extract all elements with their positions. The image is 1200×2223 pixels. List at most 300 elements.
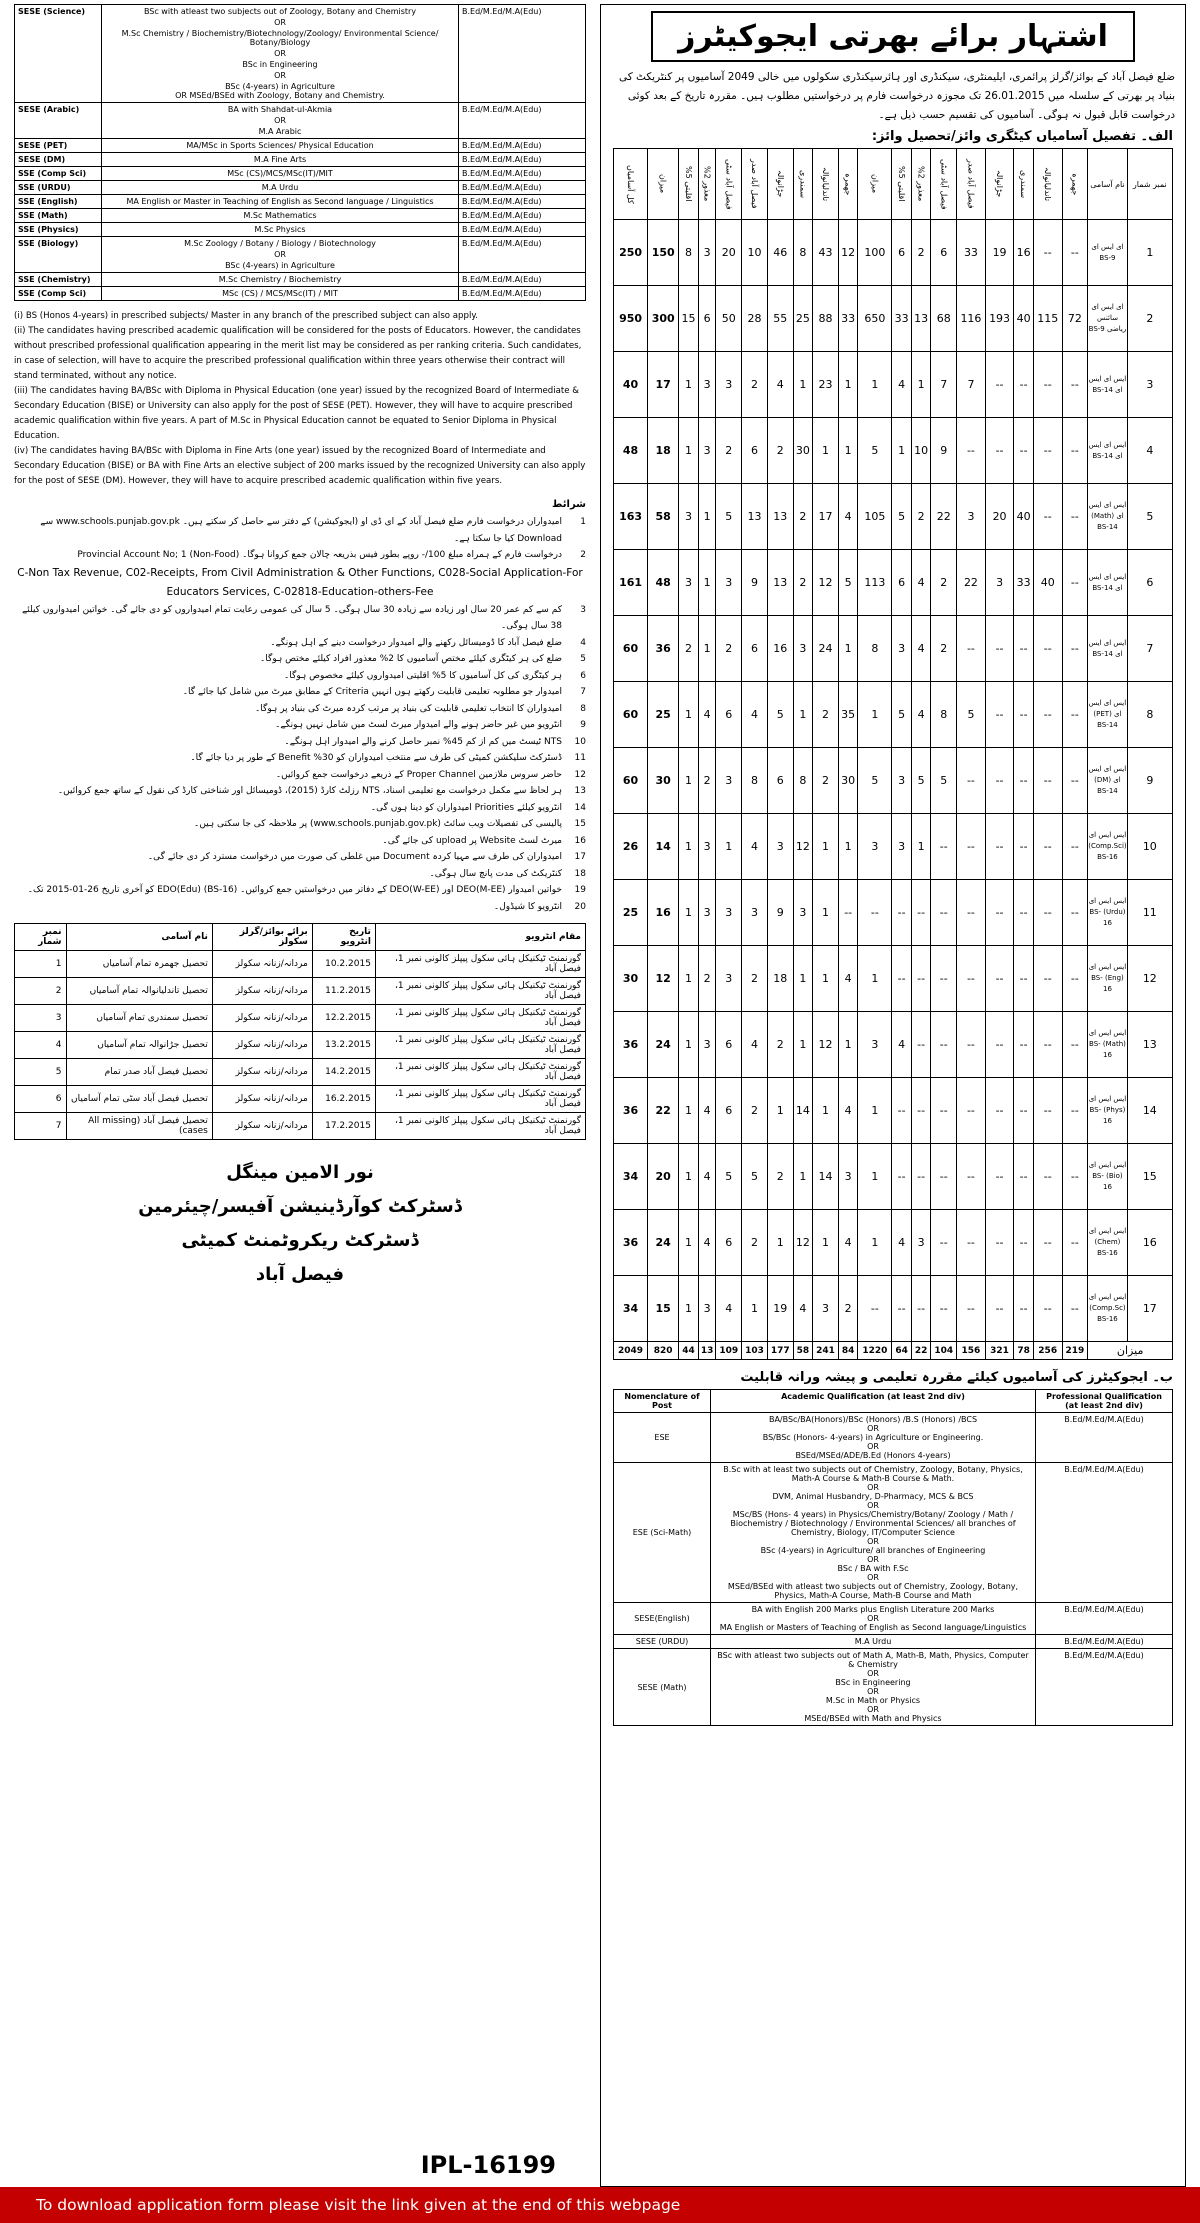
vacancy-cell: 12 <box>648 946 679 1012</box>
condition-number: 20 <box>574 901 586 912</box>
vacancy-cell: 3 <box>698 880 716 946</box>
vacancy-cell: -- <box>985 1078 1014 1144</box>
vacancy-cell: 40 <box>1014 484 1034 550</box>
condition-text: کم سے کم عمر 20 سال اور زیادہ سے زیادہ 30 سال ہوگی۔ 5 سال کی عمومی رعایت تمام امیدواروں کو دی جائے گی۔ خواتین امیدواروں کیلئے 38 سال ہوگی۔ <box>21 604 562 631</box>
schedule-cell: گورنمنٹ ٹیکنیکل ہائی سکول پیپلز کالونی نمبر 1، فیصل آباد <box>375 1113 585 1140</box>
vacancy-total-cell: 22 <box>911 1342 931 1360</box>
schedule-row <box>15 1032 586 1059</box>
vacancy-cell: 1 <box>793 1012 813 1078</box>
vacancy-cell: 2 <box>742 946 768 1012</box>
vacancy-total-cell: 58 <box>793 1342 813 1360</box>
condition-text: انٹرویو میں غیر حاضر ہونے والے امیدوار میرٹ لسٹ میں شامل نہیں ہونگے۔ <box>275 720 562 730</box>
qualification-line: MA/MSc in Sports Sciences/ Physical Education <box>186 141 374 150</box>
vacancy-cell: -- <box>1062 946 1088 1012</box>
vacancy-cell: -- <box>1062 550 1088 616</box>
requirement-academic <box>711 1463 1036 1603</box>
vacancy-cell: 40 <box>1014 286 1034 352</box>
vacancy-cell: 5 <box>858 418 892 484</box>
condition-number: 1 <box>580 517 586 527</box>
vacancy-cell: 17 <box>813 484 839 550</box>
vacancy-cell: -- <box>911 1276 931 1342</box>
download-footer-banner[interactable]: To download application form please visit the link given at the end of this webpage <box>0 2187 1200 2223</box>
vacancy-cell: 20 <box>716 220 742 286</box>
vacancy-cell: 36 <box>614 1012 648 1078</box>
requirement-line: MSc/BS (Hons- 4 years) in Physics/Chemistry/Botany/ Zoology / Math / Biochemistry / Biotechnology / Environmental Sciences/ all branches of Chemistry, Biology, IT/Computer Science <box>730 1510 1016 1537</box>
vacancy-header: معذور 2% <box>911 149 931 220</box>
vacancy-cell: -- <box>985 616 1014 682</box>
vacancy-cell: -- <box>957 1276 986 1342</box>
vacancy-post-name: ایس ایس ای (Comp.Sci) BS-16 <box>1088 814 1127 880</box>
vacancy-post-name: ایس ایس ای (Urdu) BS-16 <box>1088 880 1127 946</box>
vacancy-cell: 3 <box>698 814 716 880</box>
requirement-line: MA English or Masters of Teaching of English as Second language/Linguistics <box>719 1623 1027 1632</box>
vacancy-cell: 7 <box>957 352 986 418</box>
note-item: (ii) The candidates having prescribed academic qualification will be considered for the posts of Educators. However, the candidates without prescribed professional qualification appearing in the merit list may be considered as per ranking criteria. Such candidates, in case of selection, will have to acquire the prescribed professional qualification within three years otherwise their contract will stand terminated, without any notice. <box>14 326 582 381</box>
professional-qualification: B.Ed/M.Ed/M.A(Edu) <box>459 287 586 301</box>
schedule-cell: گورنمنٹ ٹیکنیکل ہائی سکول پیپلز کالونی نمبر 1، فیصل آباد <box>375 1032 585 1059</box>
professional-qualification: B.Ed/M.Ed/M.A(Edu) <box>459 103 586 139</box>
vacancy-post-name: ایس ای ایس ای BS-14 <box>1088 352 1127 418</box>
condition-number: 9 <box>580 720 586 730</box>
vacancy-cell: 25 <box>793 286 813 352</box>
vacancy-cell: 1 <box>838 352 858 418</box>
condition-number: 13 <box>574 786 586 796</box>
qualification-line: OR <box>274 71 286 80</box>
vacancy-header: فیصل آباد صدر <box>957 149 986 220</box>
vacancy-cell: 2 <box>742 352 768 418</box>
vacancy-cell: 6 <box>716 682 742 748</box>
schedule-cell: مردانہ/زنانہ سکولز <box>212 1005 312 1032</box>
vacancy-cell: -- <box>1062 880 1088 946</box>
vacancy-cell: -- <box>1033 1144 1062 1210</box>
post-name: SESE (Science) <box>15 5 102 103</box>
vacancy-cell: -- <box>957 1144 986 1210</box>
condition-item <box>14 602 586 635</box>
condition-text: NTS ٹیسٹ میں کم از کم 45% نمبر حاصل کرنے والے امیدوار اہل ہونگے۔ <box>284 736 562 747</box>
vacancy-cell: 1 <box>838 1012 858 1078</box>
vacancy-cell: 6 <box>742 418 768 484</box>
requirement-line: BA with English 200 Marks plus English Literature 200 Marks <box>751 1605 995 1614</box>
vacancy-cell: 6 <box>716 1012 742 1078</box>
schedule-cell: تحصیل فیصل آباد (All missing cases) <box>66 1113 212 1140</box>
city-name: فیصل آباد <box>255 1264 345 1285</box>
vacancy-cell: 5 <box>911 748 931 814</box>
vacancy-cell: 2 <box>931 550 957 616</box>
vacancy-cell: -- <box>1033 1078 1062 1144</box>
ad-intro: ضلع فیصل آباد کے بوائز/گرلز پرائمری، ایلیمنٹری، سیکنڈری اور ہائرسیکنڈری سکولوں میں خالی 2049 آسامیوں پر کنٹریکٹ کی بنیاد پر بھرتی کے سلسلہ میں 26.01.2015 تک مجوزہ درخواست فارم پر درخواستیں مطلوب ہیں۔ مقررہ تاریخ کے بعد کوئی درخواست قابل قبول نہ ہوگی۔ آسامیوں کی تقسیم حسب ذیل ہے۔ <box>618 71 1175 121</box>
vacancy-cell: -- <box>1014 352 1034 418</box>
vacancy-cell: 1 <box>838 814 858 880</box>
vacancy-cell: 2 <box>911 220 931 286</box>
vacancy-cell: -- <box>985 1144 1014 1210</box>
qualification-line: M.A Fine Arts <box>253 155 307 164</box>
vacancy-cell: 12 <box>813 550 839 616</box>
vacancy-cell: 1 <box>793 946 813 1012</box>
vacancy-cell: 8 <box>679 220 699 286</box>
vacancy-row-number: 8 <box>1127 682 1172 748</box>
vacancy-cell: -- <box>931 1144 957 1210</box>
vacancy-cell: 4 <box>892 1012 912 1078</box>
vacancy-total-cell: 241 <box>813 1342 839 1360</box>
vacancy-cell: 13 <box>911 286 931 352</box>
vacancy-cell: 2 <box>767 1144 793 1210</box>
vacancy-cell: 8 <box>742 748 768 814</box>
vacancy-cell: 13 <box>767 484 793 550</box>
requirement-line: M.A Urdu <box>854 1637 892 1646</box>
vacancy-post-name: ایس ای ایس ای BS-14 <box>1088 616 1127 682</box>
schedule-cell: 7 <box>15 1113 67 1140</box>
vacancy-cell: 16 <box>648 880 679 946</box>
requirement-line: MSEd/BSEd with Math and Physics <box>804 1714 942 1723</box>
vacancy-row <box>614 550 1173 616</box>
vacancy-cell: 1 <box>813 1078 839 1144</box>
professional-qualification: B.Ed/M.Ed/M.A(Edu) <box>459 139 586 153</box>
vacancy-cell: 150 <box>648 220 679 286</box>
vacancy-row-number: 13 <box>1127 1012 1172 1078</box>
interview-schedule-table <box>14 923 586 1140</box>
vacancy-post-name: ای ایس ای سائنس ریاضی BS-9 <box>1088 286 1127 352</box>
requirement-line: BSEd/MSEd/ADE/B.Ed (Honors 4-years) <box>795 1451 951 1460</box>
vacancy-post-name: ایس ایس ای (Chem) BS-16 <box>1088 1210 1127 1276</box>
academic-qualification <box>102 181 459 195</box>
vacancy-cell: 6 <box>892 220 912 286</box>
qualification-row <box>15 273 586 287</box>
vacancy-cell: 6 <box>767 748 793 814</box>
vacancy-row-number: 11 <box>1127 880 1172 946</box>
condition-number: 2 <box>580 550 586 560</box>
vacancy-cell: 16 <box>767 616 793 682</box>
vacancy-post-name: ای ایس ای BS-9 <box>1088 220 1127 286</box>
vacancy-cell: 18 <box>767 946 793 1012</box>
condition-text: انٹرویو کا شیڈول۔ <box>493 901 562 912</box>
vacancy-cell: 100 <box>858 220 892 286</box>
vacancy-cell: -- <box>1062 682 1088 748</box>
vacancy-cell: 3 <box>716 946 742 1012</box>
condition-item <box>14 547 586 564</box>
vacancy-cell: 1 <box>679 748 699 814</box>
vacancy-cell: -- <box>1062 814 1088 880</box>
schedule-header: برائے بوائز/گرلز سکولز <box>212 924 312 951</box>
vacancy-cell: 4 <box>698 1078 716 1144</box>
vacancy-cell: -- <box>892 1078 912 1144</box>
vacancy-cell: 3 <box>716 352 742 418</box>
qualification-line: BA with Shahdat-ul-Akmia <box>227 105 333 114</box>
condition-number: 16 <box>574 835 586 846</box>
condition-item <box>14 767 586 784</box>
requirement-line: BSc (4-years) in Agriculture/ all branches of Engineering <box>760 1546 986 1555</box>
vacancy-cell: 3 <box>716 550 742 616</box>
vacancy-cell: 3 <box>793 616 813 682</box>
academic-qualification <box>102 223 459 237</box>
note-item: (iii) The candidates having BA/BSc with Diploma in Physical Education (one year) issued by the recognized Board of Intermediate & Secondary Education (BISE) or University can also apply for the post of SESE (PET). However, they will have to acquire prescribed academic qualification within five years. A part of M.Sc in Physical Education cannot be equated to Senior Diploma in Physical Education. <box>14 386 580 441</box>
vacancy-cell: 4 <box>892 352 912 418</box>
signature-block <box>14 1156 586 1292</box>
vacancy-row-number: 16 <box>1127 1210 1172 1276</box>
vacancy-cell: 5 <box>957 682 986 748</box>
vacancy-cell: 2 <box>716 616 742 682</box>
vacancy-cell: 3 <box>858 814 892 880</box>
vacancy-cell: -- <box>1014 1078 1034 1144</box>
condition-item <box>14 833 586 850</box>
vacancy-cell: 12 <box>793 814 813 880</box>
schedule-cell: 3 <box>15 1005 67 1032</box>
schedule-header: تاریخ انٹرویو <box>312 924 375 951</box>
qualification-row <box>15 209 586 223</box>
schedule-cell: تحصیل سمندری تمام آسامیاں <box>66 1005 212 1032</box>
vacancy-cell: -- <box>1062 352 1088 418</box>
vacancy-row-number: 3 <box>1127 352 1172 418</box>
condition-number: 8 <box>580 703 586 714</box>
requirement-row <box>614 1635 1173 1649</box>
condition-text: ہر کیٹگری کی کل آسامیوں کا 5% اقلیتی امیدواروں کیلئے مخصوص ہوگا۔ <box>284 670 562 681</box>
vacancy-cell: 3 <box>892 616 912 682</box>
vacancy-total-cell: 109 <box>716 1342 742 1360</box>
vacancy-header: کل آسامیاں <box>614 149 648 220</box>
vacancy-cell: -- <box>1014 1012 1034 1078</box>
vacancy-cell: -- <box>985 352 1014 418</box>
vacancy-header: جھمرہ <box>838 149 858 220</box>
condition-text: میرٹ لسٹ Website پر upload کی جائے گی۔ <box>382 835 562 846</box>
vacancy-cell: -- <box>957 748 986 814</box>
vacancy-cell: 19 <box>985 220 1014 286</box>
vacancy-cell: -- <box>1014 814 1034 880</box>
vacancy-cell: 14 <box>648 814 679 880</box>
vacancy-cell: 22 <box>648 1078 679 1144</box>
vacancy-cell: 3 <box>679 550 699 616</box>
post-name: SESE (Arabic) <box>15 103 102 139</box>
vacancy-cell: 1 <box>813 1210 839 1276</box>
vacancy-cell: 25 <box>648 682 679 748</box>
vacancy-cell: 5 <box>767 682 793 748</box>
vacancy-row-number: 9 <box>1127 748 1172 814</box>
condition-item <box>14 816 586 833</box>
vacancy-cell: 2 <box>911 484 931 550</box>
vacancy-total-cell: 219 <box>1062 1342 1088 1360</box>
vacancy-cell: -- <box>1014 682 1034 748</box>
vacancy-cell: 7 <box>931 352 957 418</box>
vacancy-cell: 5 <box>838 550 858 616</box>
requirement-row <box>614 1649 1173 1726</box>
qualification-line: M.A Urdu <box>261 183 299 192</box>
vacancy-cell: -- <box>911 1144 931 1210</box>
vacancy-cell: 1 <box>679 682 699 748</box>
schedule-cell: 17.2.2015 <box>312 1113 375 1140</box>
vacancy-cell: -- <box>931 1210 957 1276</box>
vacancy-cell: -- <box>957 1012 986 1078</box>
condition-item <box>14 899 586 916</box>
vacancy-cell: 3 <box>838 1144 858 1210</box>
vacancy-cell: 2 <box>742 1210 768 1276</box>
vacancy-cell: 1 <box>838 616 858 682</box>
vacancy-cell: 2 <box>793 550 813 616</box>
vacancy-header: سمندری <box>793 149 813 220</box>
vacancy-cell: -- <box>1033 880 1062 946</box>
condition-item <box>14 701 586 718</box>
vacancy-row-number: 4 <box>1127 418 1172 484</box>
vacancy-cell: -- <box>1062 748 1088 814</box>
vacancy-row <box>614 682 1173 748</box>
vacancy-cell: 3 <box>698 1276 716 1342</box>
vacancy-cell: 4 <box>892 1210 912 1276</box>
vacancy-cell: 161 <box>614 550 648 616</box>
vacancy-cell: 3 <box>892 748 912 814</box>
vacancy-header: جھمرہ <box>1062 149 1088 220</box>
vacancy-cell: 6 <box>716 1210 742 1276</box>
vacancy-cell: -- <box>985 880 1014 946</box>
post-name: SSE (Biology) <box>15 237 102 273</box>
vacancy-cell: -- <box>1014 880 1034 946</box>
vacancy-cell: -- <box>1033 1012 1062 1078</box>
requirement-line: OR <box>867 1555 879 1564</box>
vacancy-cell: 2 <box>767 418 793 484</box>
vacancy-cell: 5 <box>931 748 957 814</box>
academic-qualification <box>102 237 459 273</box>
qualification-row <box>15 223 586 237</box>
schedule-row <box>15 951 586 978</box>
vacancy-cell: -- <box>985 748 1014 814</box>
vacancy-cell: -- <box>1014 946 1034 1012</box>
vacancy-header: میزان <box>858 149 892 220</box>
vacancy-cell: 58 <box>648 484 679 550</box>
professional-qualification: B.Ed/M.Ed/M.A(Edu) <box>459 181 586 195</box>
professional-qualification: B.Ed/M.Ed/M.A(Edu) <box>459 273 586 287</box>
schedule-cell: مردانہ/زنانہ سکولز <box>212 1086 312 1113</box>
vacancy-cell: 9 <box>931 418 957 484</box>
condition-number: 11 <box>574 753 586 763</box>
requirement-header: Nomenclature of Post <box>614 1390 711 1413</box>
vacancy-row <box>614 616 1173 682</box>
vacancy-row <box>614 1276 1173 1342</box>
schedule-cell: 2 <box>15 978 67 1005</box>
vacancy-cell: 4 <box>767 352 793 418</box>
requirement-header: Academic Qualification (at least 2nd div) <box>711 1390 1036 1413</box>
vacancy-cell: 1 <box>892 418 912 484</box>
vacancy-cell: -- <box>1033 946 1062 1012</box>
vacancy-cell: 24 <box>813 616 839 682</box>
requirement-line: MSEd/BSEd with atleast two subjects out of Chemistry, Zoology, Botany, Physics, Math-A Course, Math-B Course and Math <box>727 1582 1019 1600</box>
vacancy-cell: 1 <box>858 946 892 1012</box>
vacancy-cell: 1 <box>858 1078 892 1144</box>
requirement-academic <box>711 1413 1036 1463</box>
vacancy-cell: -- <box>1033 1276 1062 1342</box>
requirement-post: ESE (Sci-Math) <box>614 1463 711 1603</box>
vacancy-cell: 40 <box>614 352 648 418</box>
vacancy-cell: 20 <box>648 1144 679 1210</box>
condition-item <box>14 635 586 652</box>
condition-number: 18 <box>574 868 586 879</box>
officer-name: نور الامین مینگل <box>226 1162 374 1183</box>
vacancy-header: نمبر شمار <box>1127 149 1172 220</box>
vacancy-cell: 9 <box>742 550 768 616</box>
vacancy-cell: 1 <box>679 352 699 418</box>
vacancy-cell: 5 <box>858 748 892 814</box>
requirement-line: OR <box>867 1687 879 1696</box>
vacancy-cell: -- <box>931 1012 957 1078</box>
requirement-line: BSc with atleast two subjects out of Math A, Math-B, Math, Physics, Computer & Chemistry <box>717 1651 1029 1669</box>
vacancy-cell: 1 <box>911 814 931 880</box>
condition-text: ضلع کی ہر کیٹگری کیلئے مختص آسامیوں کا 2% معذور افراد کیلئے مختص ہوگا۔ <box>260 654 562 664</box>
schedule-cell: 4 <box>15 1032 67 1059</box>
qualification-line: MSc (CS)/MCS/MSc(IT)/MIT <box>227 169 333 178</box>
post-name: SSE (Chemistry) <box>15 273 102 287</box>
vacancy-cell: 3 <box>698 1012 716 1078</box>
vacancy-cell: 8 <box>931 682 957 748</box>
post-name: SESE (DM) <box>15 153 102 167</box>
vacancy-cell: 1 <box>858 1144 892 1210</box>
vacancy-cell: 4 <box>742 1012 768 1078</box>
vacancy-header: معذور 2% <box>698 149 716 220</box>
vacancy-cell: 34 <box>614 1144 648 1210</box>
academic-qualification <box>102 153 459 167</box>
schedule-row <box>15 1086 586 1113</box>
vacancy-cell: 23 <box>813 352 839 418</box>
vacancy-cell: 43 <box>813 220 839 286</box>
vacancy-cell: -- <box>1062 1012 1088 1078</box>
vacancy-cell: 3 <box>698 352 716 418</box>
post-name: SSE (Comp Sci) <box>15 167 102 181</box>
vacancy-total-cell: 104 <box>931 1342 957 1360</box>
schedule-cell: 16.2.2015 <box>312 1086 375 1113</box>
vacancy-cell: 4 <box>838 484 858 550</box>
condition-number: 6 <box>580 670 586 681</box>
vacancy-row <box>614 1210 1173 1276</box>
academic-qualification <box>102 103 459 139</box>
vacancy-cell: -- <box>1062 616 1088 682</box>
conditions-heading: شرائط <box>552 499 586 510</box>
vacancy-cell: -- <box>1014 1276 1034 1342</box>
requirement-line: BA/BSc/BA(Honors)/BSc (Honors) /B.S (Honors) /BCS <box>768 1415 978 1424</box>
vacancy-cell: 1 <box>911 352 931 418</box>
vacancy-cell: 6 <box>892 550 912 616</box>
schedule-cell: 10.2.2015 <box>312 951 375 978</box>
vacancy-cell: 1 <box>679 1276 699 1342</box>
vacancy-cell: -- <box>985 682 1014 748</box>
vacancy-cell: 1 <box>679 1012 699 1078</box>
vacancy-cell: -- <box>931 1078 957 1144</box>
condition-number: 3 <box>580 604 586 615</box>
vacancy-row <box>614 1144 1173 1210</box>
vacancy-cell: 1 <box>698 616 716 682</box>
vacancy-row-number: 14 <box>1127 1078 1172 1144</box>
vacancy-cell: 2 <box>931 616 957 682</box>
academic-qualification <box>102 5 459 103</box>
vacancy-post-name: ایس ایس ای (Phys) BS-16 <box>1088 1078 1127 1144</box>
requirement-academic <box>711 1603 1036 1635</box>
section-a-heading: الف۔ تفصیل آسامیاں کیٹگری وائز/تحصیل وائز: <box>871 129 1173 144</box>
vacancy-cell: 113 <box>858 550 892 616</box>
vacancy-cell: 10 <box>742 220 768 286</box>
committee-name: ڈسٹرکٹ ریکروٹمنٹ کمیٹی <box>181 1230 419 1251</box>
vacancy-row <box>614 1078 1173 1144</box>
vacancy-cell: 88 <box>813 286 839 352</box>
vacancy-total-cell: 156 <box>957 1342 986 1360</box>
schedule-cell: تحصیل فیصل آباد صدر تمام <box>66 1059 212 1086</box>
vacancy-cell: 20 <box>985 484 1014 550</box>
schedule-cell: گورنمنٹ ٹیکنیکل ہائی سکول پیپلز کالونی نمبر 1، فیصل آباد <box>375 1086 585 1113</box>
vacancy-header: فیصل آباد سٹی <box>931 149 957 220</box>
vacancy-cell: -- <box>985 1012 1014 1078</box>
vacancy-cell: -- <box>858 880 892 946</box>
schedule-cell: 1 <box>15 951 67 978</box>
vacancy-cell: 36 <box>614 1210 648 1276</box>
vacancy-cell: 24 <box>648 1012 679 1078</box>
qualification-line: M.Sc Zoology / Botany / Biology / Biotechnology <box>184 239 376 248</box>
vacancy-cell: 12 <box>813 1012 839 1078</box>
vacancy-table <box>613 148 1173 1360</box>
schedule-cell: تحصیل فیصل آباد سٹی تمام آسامیاں <box>66 1086 212 1113</box>
requirement-row <box>614 1413 1173 1463</box>
requirement-header: Professional Qualification (at least 2nd div) <box>1036 1390 1173 1413</box>
